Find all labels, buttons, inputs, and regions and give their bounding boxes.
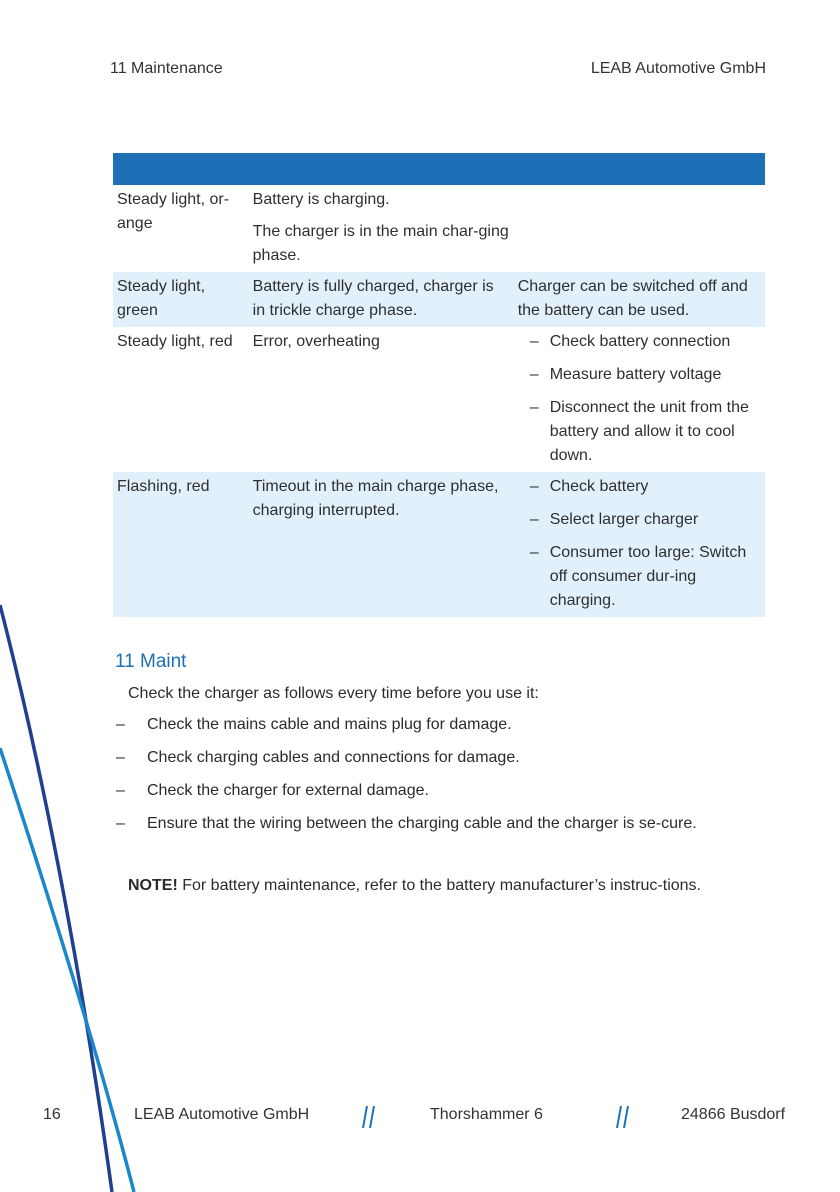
swoosh-dark-line xyxy=(0,605,112,1192)
table-body xyxy=(113,185,765,617)
dash-bullet-icon: – xyxy=(529,366,539,383)
remedy-cell xyxy=(514,272,765,327)
cause-text: Battery is charging. xyxy=(252,191,390,208)
remedy-item xyxy=(518,508,761,532)
remedy-text: Charger can be switched off and the battery can be used. xyxy=(517,278,748,319)
table-row xyxy=(113,472,765,617)
footer-city: 24866 Busdorf xyxy=(681,1106,786,1123)
list-item xyxy=(114,779,754,803)
remedy-item-text: Disconnect the unit from the battery and allow it to cool down. xyxy=(549,399,749,464)
table-row xyxy=(113,327,765,472)
led-status-cell: Steady light, green xyxy=(113,272,249,327)
remedy-item xyxy=(518,363,761,387)
remedy-item-text: Check battery xyxy=(549,478,649,495)
remedy-cell xyxy=(514,185,765,272)
list-item xyxy=(114,746,754,770)
remedy-item xyxy=(518,330,761,354)
remedy-list xyxy=(518,475,761,613)
dash-bullet-icon: – xyxy=(116,815,125,832)
dash-bullet-icon: – xyxy=(529,544,539,561)
remedy-item-text: Consumer too large: Switch off consumer dur-ing charging. xyxy=(549,544,747,609)
list-item xyxy=(114,812,754,836)
cause-cell xyxy=(249,472,514,617)
led-status-table xyxy=(113,153,765,617)
dash-bullet-icon: – xyxy=(529,511,539,528)
header-company: LEAB Automotive GmbH xyxy=(590,60,766,77)
section-title: 11 Maint xyxy=(115,651,187,672)
header-section-title: 11 Maintenance xyxy=(110,60,223,77)
table-header-row xyxy=(113,153,765,185)
double-slash-separator-icon xyxy=(360,1104,380,1130)
cause-text: Timeout in the main charge phase, charging interrupted. xyxy=(252,478,499,519)
note-label: NOTE! xyxy=(128,877,178,894)
led-status-cell: Steady light, or-ange xyxy=(117,191,230,232)
remedy-item-text: Measure battery voltage xyxy=(549,366,722,383)
footer-street: Thorshammer 6 xyxy=(430,1106,543,1123)
cause-cell xyxy=(249,185,514,272)
dash-bullet-icon: – xyxy=(116,716,125,733)
note-paragraph xyxy=(128,874,764,898)
led-status-cell: Flashing, red xyxy=(113,472,249,617)
remedy-list xyxy=(518,330,761,468)
section-intro: Check the charger as follows every time before you use it: xyxy=(128,685,539,702)
footer-company: LEAB Automotive GmbH xyxy=(134,1106,310,1123)
cause-text: The charger is in the main char-ging phase. xyxy=(252,223,509,264)
footer-page-number: 16 xyxy=(43,1106,61,1123)
note-text: For battery maintenance, refer to the battery manufacturer’s instruc-tions. xyxy=(177,877,701,894)
double-slash-separator-icon xyxy=(614,1104,634,1130)
dash-bullet-icon: – xyxy=(529,399,539,416)
table-row xyxy=(113,272,765,327)
cause-cell xyxy=(249,272,514,327)
dash-bullet-icon: – xyxy=(529,333,539,350)
led-status-cell: Steady light, red xyxy=(117,333,233,350)
cause-text: Error, overheating xyxy=(252,333,380,350)
list-item-text: Ensure that the wiring between the charging cable and the charger is se-cure. xyxy=(147,815,697,832)
list-item-text: Check the charger for external damage. xyxy=(147,782,429,799)
list-item xyxy=(114,713,754,737)
remedy-item xyxy=(518,396,761,468)
list-item-text: Check the mains cable and mains plug for damage. xyxy=(147,716,512,733)
remedy-cell xyxy=(514,327,765,472)
remedy-item xyxy=(518,475,761,499)
dash-bullet-icon: – xyxy=(529,478,539,495)
cause-text: Battery is fully charged, charger is in trickle charge phase. xyxy=(252,278,494,319)
list-item-text: Check charging cables and connections for damage. xyxy=(147,749,520,766)
remedy-cell xyxy=(514,472,765,617)
check-list xyxy=(114,713,754,845)
dash-bullet-icon: – xyxy=(116,749,125,766)
cause-cell xyxy=(249,327,514,472)
remedy-item-text: Check battery connection xyxy=(549,333,731,350)
dash-bullet-icon: – xyxy=(116,782,125,799)
remedy-item-text: Select larger charger xyxy=(549,511,699,528)
table-row xyxy=(113,185,765,272)
remedy-item xyxy=(518,541,761,613)
